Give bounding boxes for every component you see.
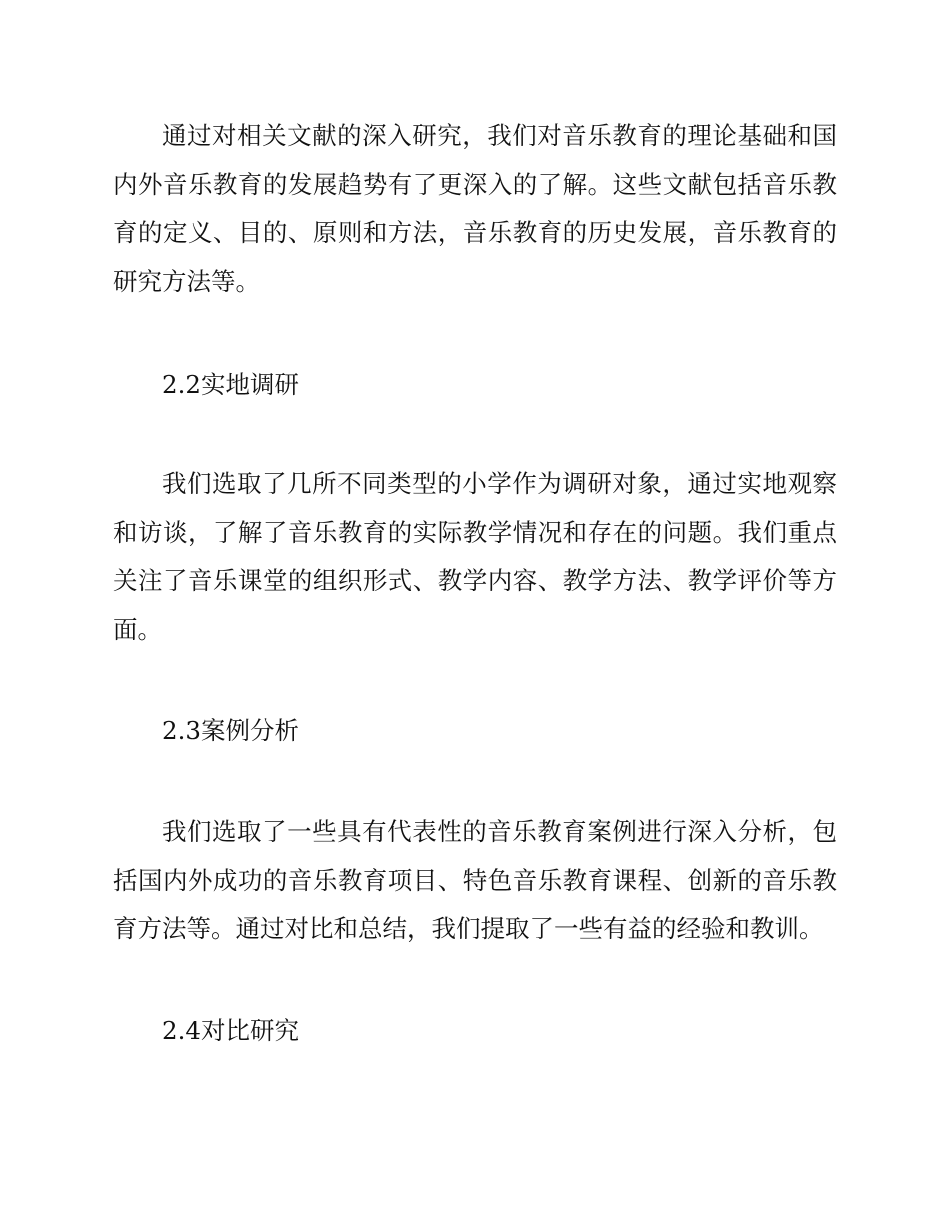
section-heading-2-3: 2.3案例分析 <box>162 716 299 745</box>
section-heading-2-4: 2.4对比研究 <box>162 1016 299 1045</box>
section-heading-2-2: 2.2实地调研 <box>162 370 299 399</box>
paragraph-field-research: 我们选取了几所不同类型的小学作为调研对象，通过实地观察和访谈，了解了音乐教育的实际教学情况和存在的问题。我们重点关注了音乐课堂的组织形式、教学内容、教学方法、教学评价等方面。 <box>113 469 837 644</box>
paragraph-literature-review: 通过对相关文献的深入研究，我们对音乐教育的理论基础和国内外音乐教育的发展趋势有了更深入的了解。这些文献包括音乐教育的定义、目的、原则和方法，音乐教育的历史发展，音乐教育的研究方法等。 <box>113 121 837 296</box>
paragraph-case-analysis: 我们选取了一些具有代表性的音乐教育案例进行深入分析，包括国内外成功的音乐教育项目、特色音乐教育课程、创新的音乐教育方法等。通过对比和总结，我们提取了一些有益的经验和教训。 <box>113 817 837 943</box>
